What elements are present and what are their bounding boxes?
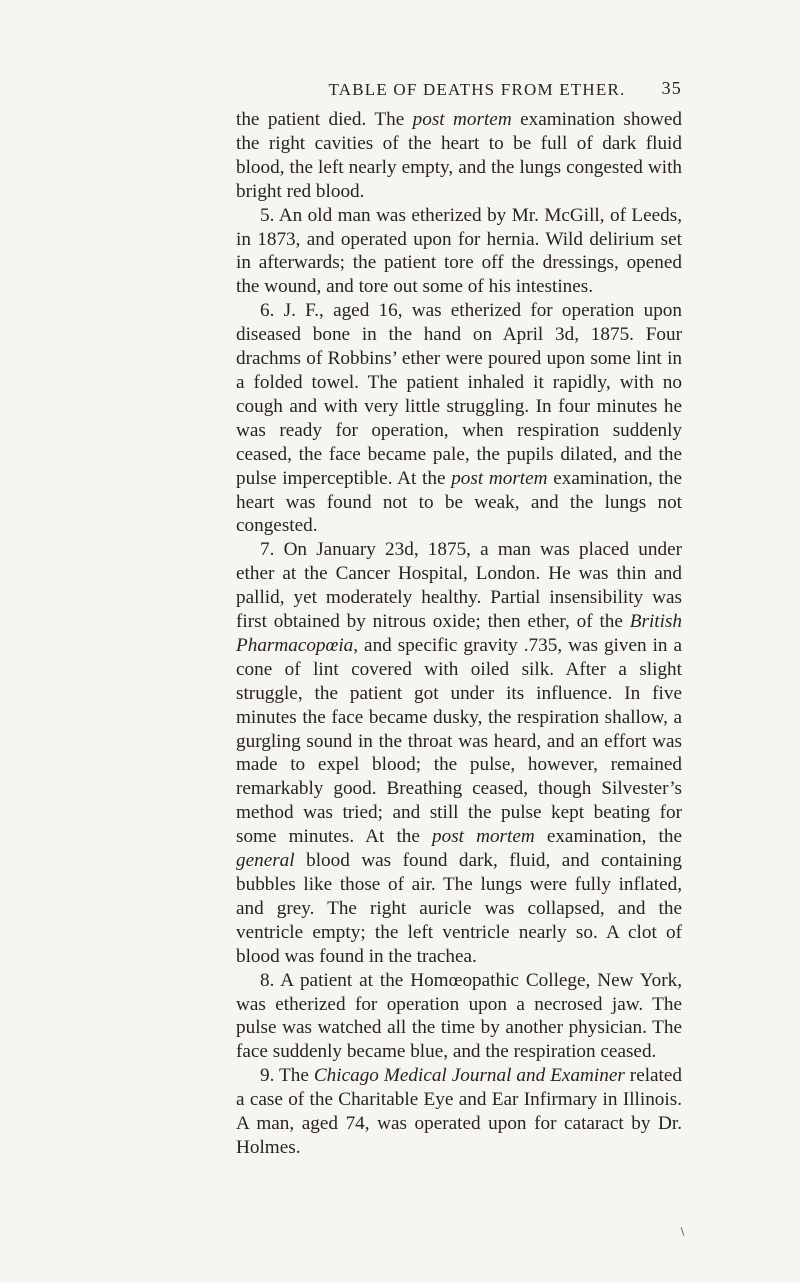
paragraph-death-5: [236, 204, 682, 300]
text-run: blood was found dark, fluid, and containing bubbles like those of air. The lungs were fully inflated, and grey. The right auricle was collapsed, and the ventricle empty; the left ventricle nearly so. A clot of blood was found in the trachea.: [236, 850, 682, 967]
text-run: related a case of the Charitable Eye and Ear Infirmary in Illinois. A man, aged 74, was operated upon for cataract by Dr. Holmes.: [236, 1065, 683, 1158]
text-run: 6. J. F., aged 16, was etherized for operation upon diseased bone in the hand on April 3d, 1875. Four drachms of Robbins’ ether were poured upon some lint in a folded towel. The patient inhaled it rapidly, with no cough and with very little struggling. In four minutes he was ready for operation, when respiration suddenly ceased, the face became pale, the pupils dilated, and the pulse imperceptible. At the: [236, 300, 682, 489]
text-run: , and specific gravity .735, was given in a cone of lint covered with oiled silk. After a slight struggle, the patient got under its influence. In five minutes the face became dusky, the respiration shallow, a gurgling sound in the throat was heard, and an effort was made to expel blood; the pulse, however, remained remarkably good. Breathing ceased, though Silvester’s method was tried; and still the pulse kept beating for some minutes. At the: [236, 634, 682, 848]
text-run: the patient died. The: [236, 109, 413, 130]
body-text: [236, 108, 682, 1160]
paragraph-death-7: [236, 538, 682, 968]
italic-run: Chicago Medical Journal and Examiner: [313, 1065, 625, 1087]
text-run: 5. An old man was etherized by Mr. McGill, of Leeds, in 1873, and operated upon for hernia. Wild delirium set in afterwards; the patient tore off the dressings, opened the wound, and tore out some of his intestines.: [236, 204, 682, 298]
italic-run: post mortem: [432, 826, 535, 848]
running-title: TABLE OF DEATHS FROM ETHER.: [328, 80, 626, 99]
text-run: examination, the: [534, 826, 682, 848]
text-run: 8. A patient at the Homœopathic College, New York, was etherized for operation upon a necrosed jaw. The pulse was watched all the time by another physician. The face suddenly became blue, and the respiration ceased.: [236, 969, 682, 1063]
text-run: examination, the heart was found not to be weak, and the lungs not congested.: [236, 467, 682, 537]
running-head: [236, 80, 682, 108]
italic-run: general: [236, 850, 295, 872]
text-run: 9. The: [260, 1065, 314, 1087]
stray-pencil-mark: [681, 1227, 685, 1236]
paragraph-death-4-continued: [236, 108, 682, 204]
page-number: 35: [661, 78, 682, 98]
italic-run: post mortem: [451, 467, 548, 489]
paragraph-death-8: [236, 969, 682, 1065]
italic-run: British Pharmacopœia: [236, 611, 682, 656]
paragraph-death-9: [236, 1064, 682, 1160]
text-run: examination showed the right cavities of the heart to be full of dark fluid blood, the left nearly empty, and the lungs congested with bright red blood.: [236, 109, 682, 202]
italic-run: post mortem: [412, 109, 512, 130]
text-run: 7. On January 23d, 1875, a man was placed under ether at the Cancer Hospital, London. He was thin and pallid, yet moderately healthy. Partial insensibility was first obtained by nitrous oxide; then ether, of the: [236, 539, 682, 633]
paragraph-death-6: [236, 299, 682, 538]
